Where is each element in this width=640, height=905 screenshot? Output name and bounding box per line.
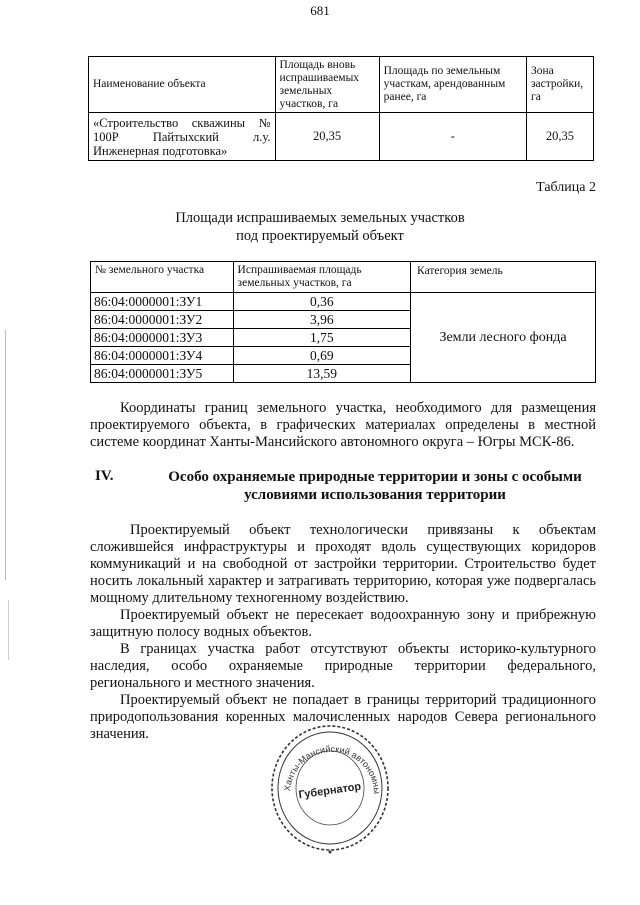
- table-2-caption: Таблица 2: [536, 180, 596, 195]
- seal-ring-text: Ханты-Мансийский автономны: [282, 743, 383, 795]
- header-object-name: Наименование объекта: [89, 57, 276, 113]
- lot-area: 3,96: [233, 311, 411, 329]
- table-2-title-line-2: под проектируемый объект: [236, 228, 404, 244]
- header-lot-number: № земельного участка: [91, 262, 234, 293]
- scan-margin-line: [8, 600, 9, 660]
- header-land-category: Категория земель: [411, 262, 596, 293]
- build-zone-value: 20,35: [526, 113, 593, 161]
- object-line-1: «Строительство скважины №: [93, 115, 271, 130]
- paragraph-water-zone: Проектируемый объект не пересекает водоохранную зону и прибрежную защитную полосу водных объектов.: [90, 607, 596, 640]
- paragraph-infrastructure: Проектируемый объект технологически привязаны к объектам сложившейся инфраструктуры и проходят вдоль существующих коридоров коммуникаций и на свободной от застройки территории. Строительство будет носить локальный характер и затрагивать территорию, которая уже подвергалась мощному длительному техногенному воздействию.: [90, 522, 596, 606]
- seal-center-text: Губернатор: [297, 780, 362, 802]
- section-title: Особо охраняемые природные территории и зоны с особыми условиями использования территории: [168, 469, 582, 503]
- land-category: Земли лесного фонда: [411, 293, 596, 383]
- page-number: 681: [310, 3, 330, 18]
- table-2-title-line-1: Площади испрашиваемых земельных участков: [175, 210, 465, 226]
- object-area-table: [88, 56, 594, 161]
- paragraph-traditional-use: Проектируемый объект не попадает в границы территорий традиционного природопользования коренных малочисленных народов Севера регионального значения.: [90, 692, 596, 742]
- object-line-2: 100Р Пайтыхский л.у.: [93, 129, 271, 144]
- lot-number: 86:04:0000001:ЗУ2: [91, 311, 234, 329]
- header-new-area: Площадь вновь испрашиваемых земельных участков, га: [275, 57, 379, 113]
- lot-area: 13,59: [233, 365, 411, 383]
- section-number: IV.: [95, 468, 114, 484]
- new-area-value: 20,35: [275, 113, 379, 161]
- lot-area: 0,69: [233, 347, 411, 365]
- header-leased-area: Площадь по земельным участкам, арендованным ранее, га: [379, 57, 526, 113]
- lot-number: 86:04:0000001:ЗУ4: [91, 347, 234, 365]
- lot-area: 1,75: [233, 329, 411, 347]
- lot-number: 86:04:0000001:ЗУ1: [91, 293, 234, 311]
- object-line-3: Инженерная подготовка»: [93, 143, 228, 158]
- header-requested-area: Испрашиваемая площадь земельных участков, га: [233, 262, 411, 293]
- object-name-cell: [89, 113, 276, 161]
- coordinates-paragraph: Координаты границ земельного участка, необходимого для размещения проектируемого объекта, в графических материалах определены в местной системе координат Ханты-Мансийского автономного округа – Югры МСК-86.: [90, 400, 596, 450]
- paragraph-heritage: В границах участка работ отсутствуют объекты историко-культурного наследия, особо охраняемые природные территории федерального, регионального и местного значения.: [90, 641, 596, 691]
- lot-number: 86:04:0000001:ЗУ5: [91, 365, 234, 383]
- official-seal: [268, 712, 392, 862]
- lot-area: 0,36: [233, 293, 411, 311]
- table-row: [91, 293, 596, 311]
- header-build-zone: Зона застройки, га: [526, 57, 593, 113]
- leased-area-value: -: [379, 113, 526, 161]
- lot-number: 86:04:0000001:ЗУ3: [91, 329, 234, 347]
- scan-margin-line: [5, 330, 6, 580]
- land-plots-table: [90, 261, 596, 383]
